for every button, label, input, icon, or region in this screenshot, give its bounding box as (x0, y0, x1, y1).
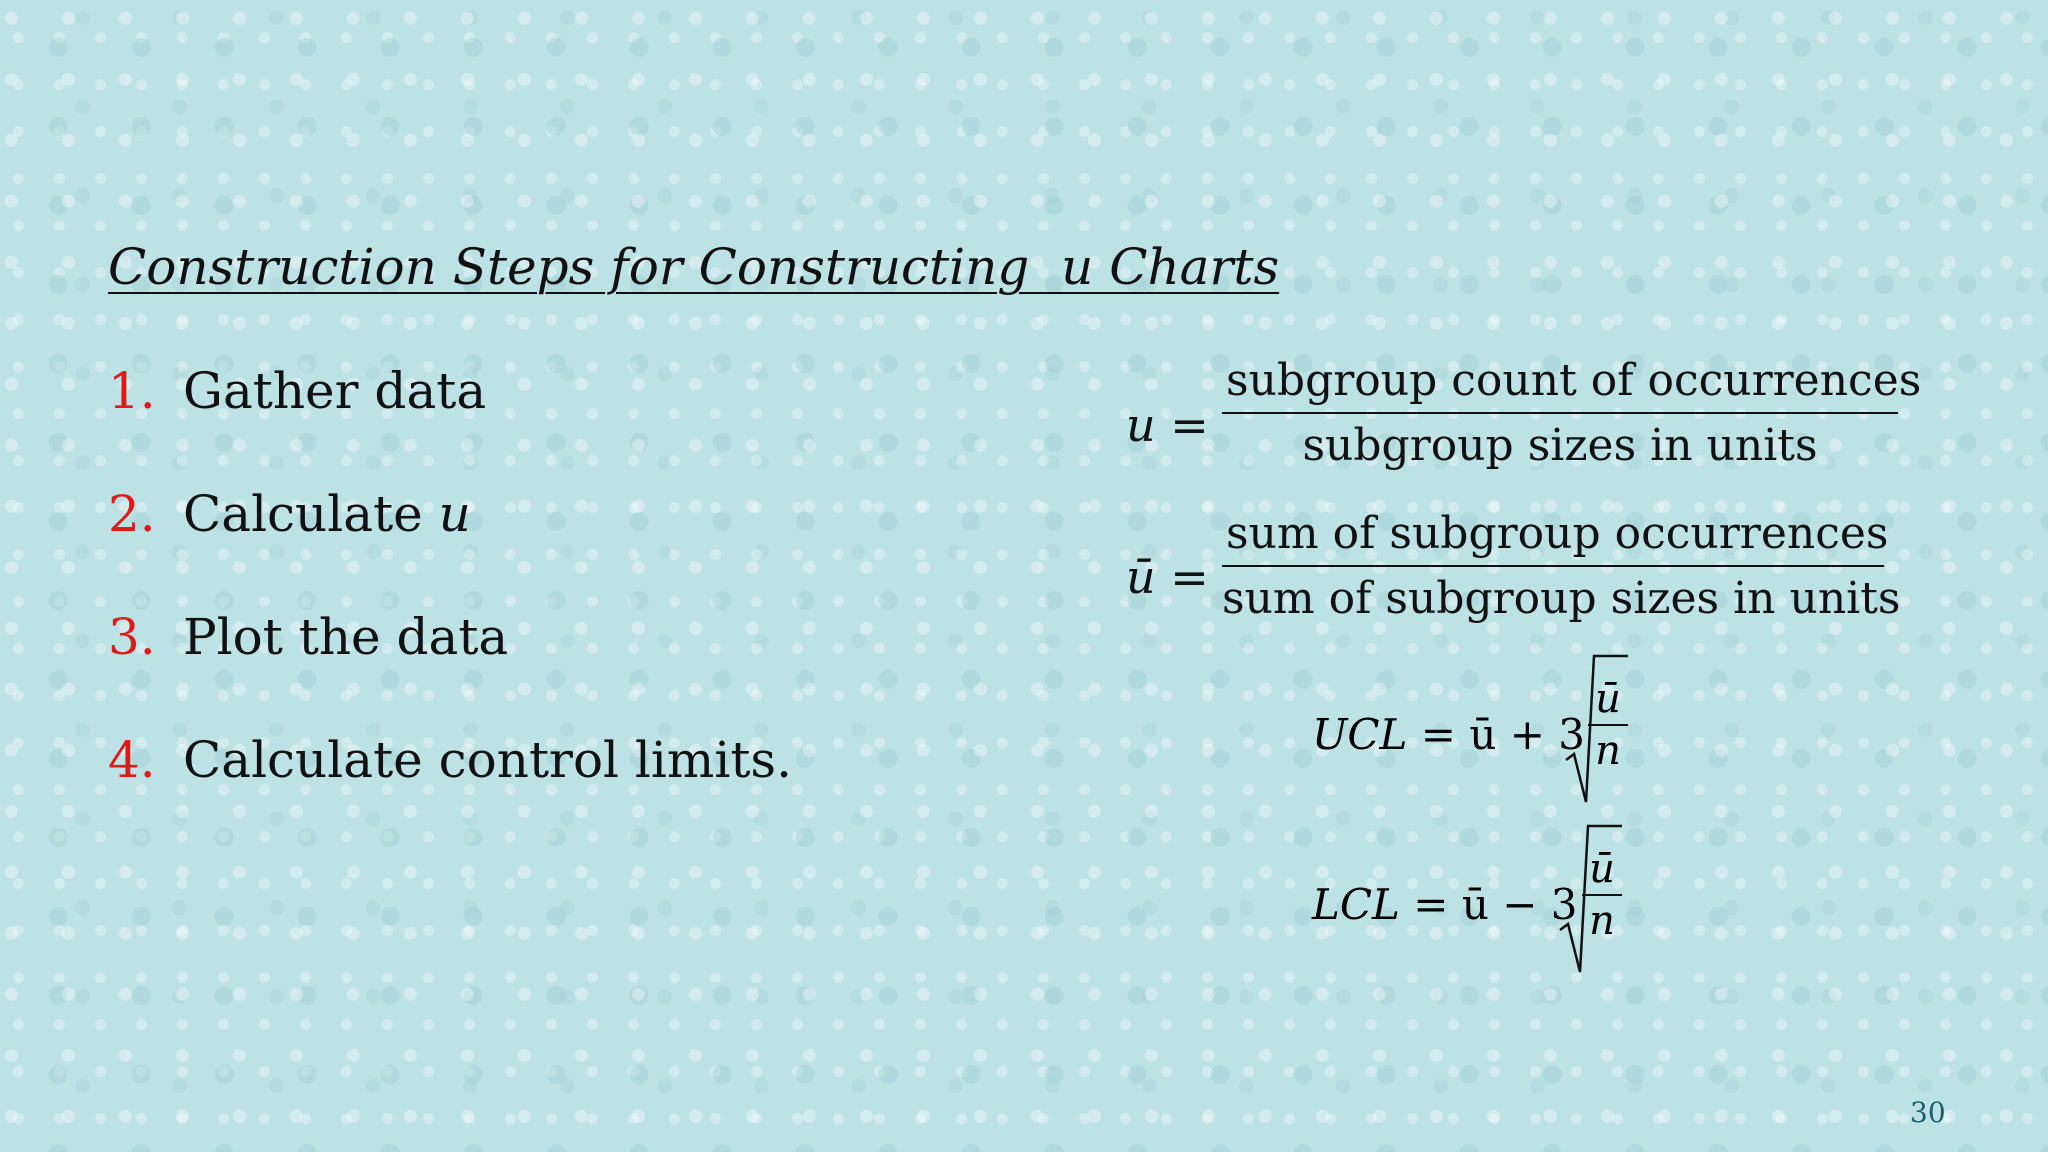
step-text: Plot the data (183, 608, 509, 666)
sqrt-fraction (1588, 676, 1628, 774)
formula-lhs: ū = (1126, 550, 1209, 604)
step-number: 3. (108, 608, 156, 666)
sqrt-ucl (1562, 652, 1632, 816)
slide-title: Construction Steps for Constructing u Charts (108, 238, 1280, 296)
step-number: 4. (108, 731, 156, 789)
formula-lhs: u = (1126, 398, 1209, 452)
sqrt-lcl (1556, 822, 1626, 986)
step-number: 1. (108, 362, 156, 420)
formula-ucl (1312, 710, 1585, 759)
formula-numerator: subgroup count of occurrences (1226, 355, 1922, 406)
sqrt-numerator: ū (1589, 846, 1615, 892)
formula-expression: = ū − 3 (1399, 880, 1578, 929)
sqrt-fraction (1582, 846, 1622, 944)
formula-name: UCL (1312, 710, 1408, 759)
step-text: Gather data (183, 362, 487, 420)
sqrt-denominator: n (1589, 898, 1615, 944)
step-number: 2. (108, 485, 156, 543)
formula-denominator: subgroup sizes in units (1302, 420, 1818, 471)
sqrt-numerator: ū (1595, 676, 1621, 722)
formula-expression: = ū + 3 (1407, 710, 1585, 759)
formula-fraction (1222, 508, 1901, 624)
step-item-2 (108, 485, 471, 543)
formula-denominator: sum of subgroup sizes in units (1222, 573, 1901, 624)
step-item-1 (108, 362, 486, 420)
step-text: Calculate (183, 485, 439, 543)
step-item-4 (108, 731, 792, 789)
fraction-bar (1582, 894, 1622, 896)
fraction-bar (1588, 724, 1628, 726)
formula-fraction (1222, 355, 1922, 471)
page-number: 30 (1910, 1096, 1946, 1129)
formula-numerator: sum of subgroup occurrences (1226, 508, 1889, 559)
formula-lcl (1312, 880, 1577, 929)
formula-name: LCL (1312, 880, 1400, 929)
step-variable: u (438, 485, 471, 543)
step-item-3 (108, 608, 508, 666)
sqrt-denominator: n (1595, 728, 1621, 774)
step-text: Calculate control limits. (183, 731, 792, 789)
